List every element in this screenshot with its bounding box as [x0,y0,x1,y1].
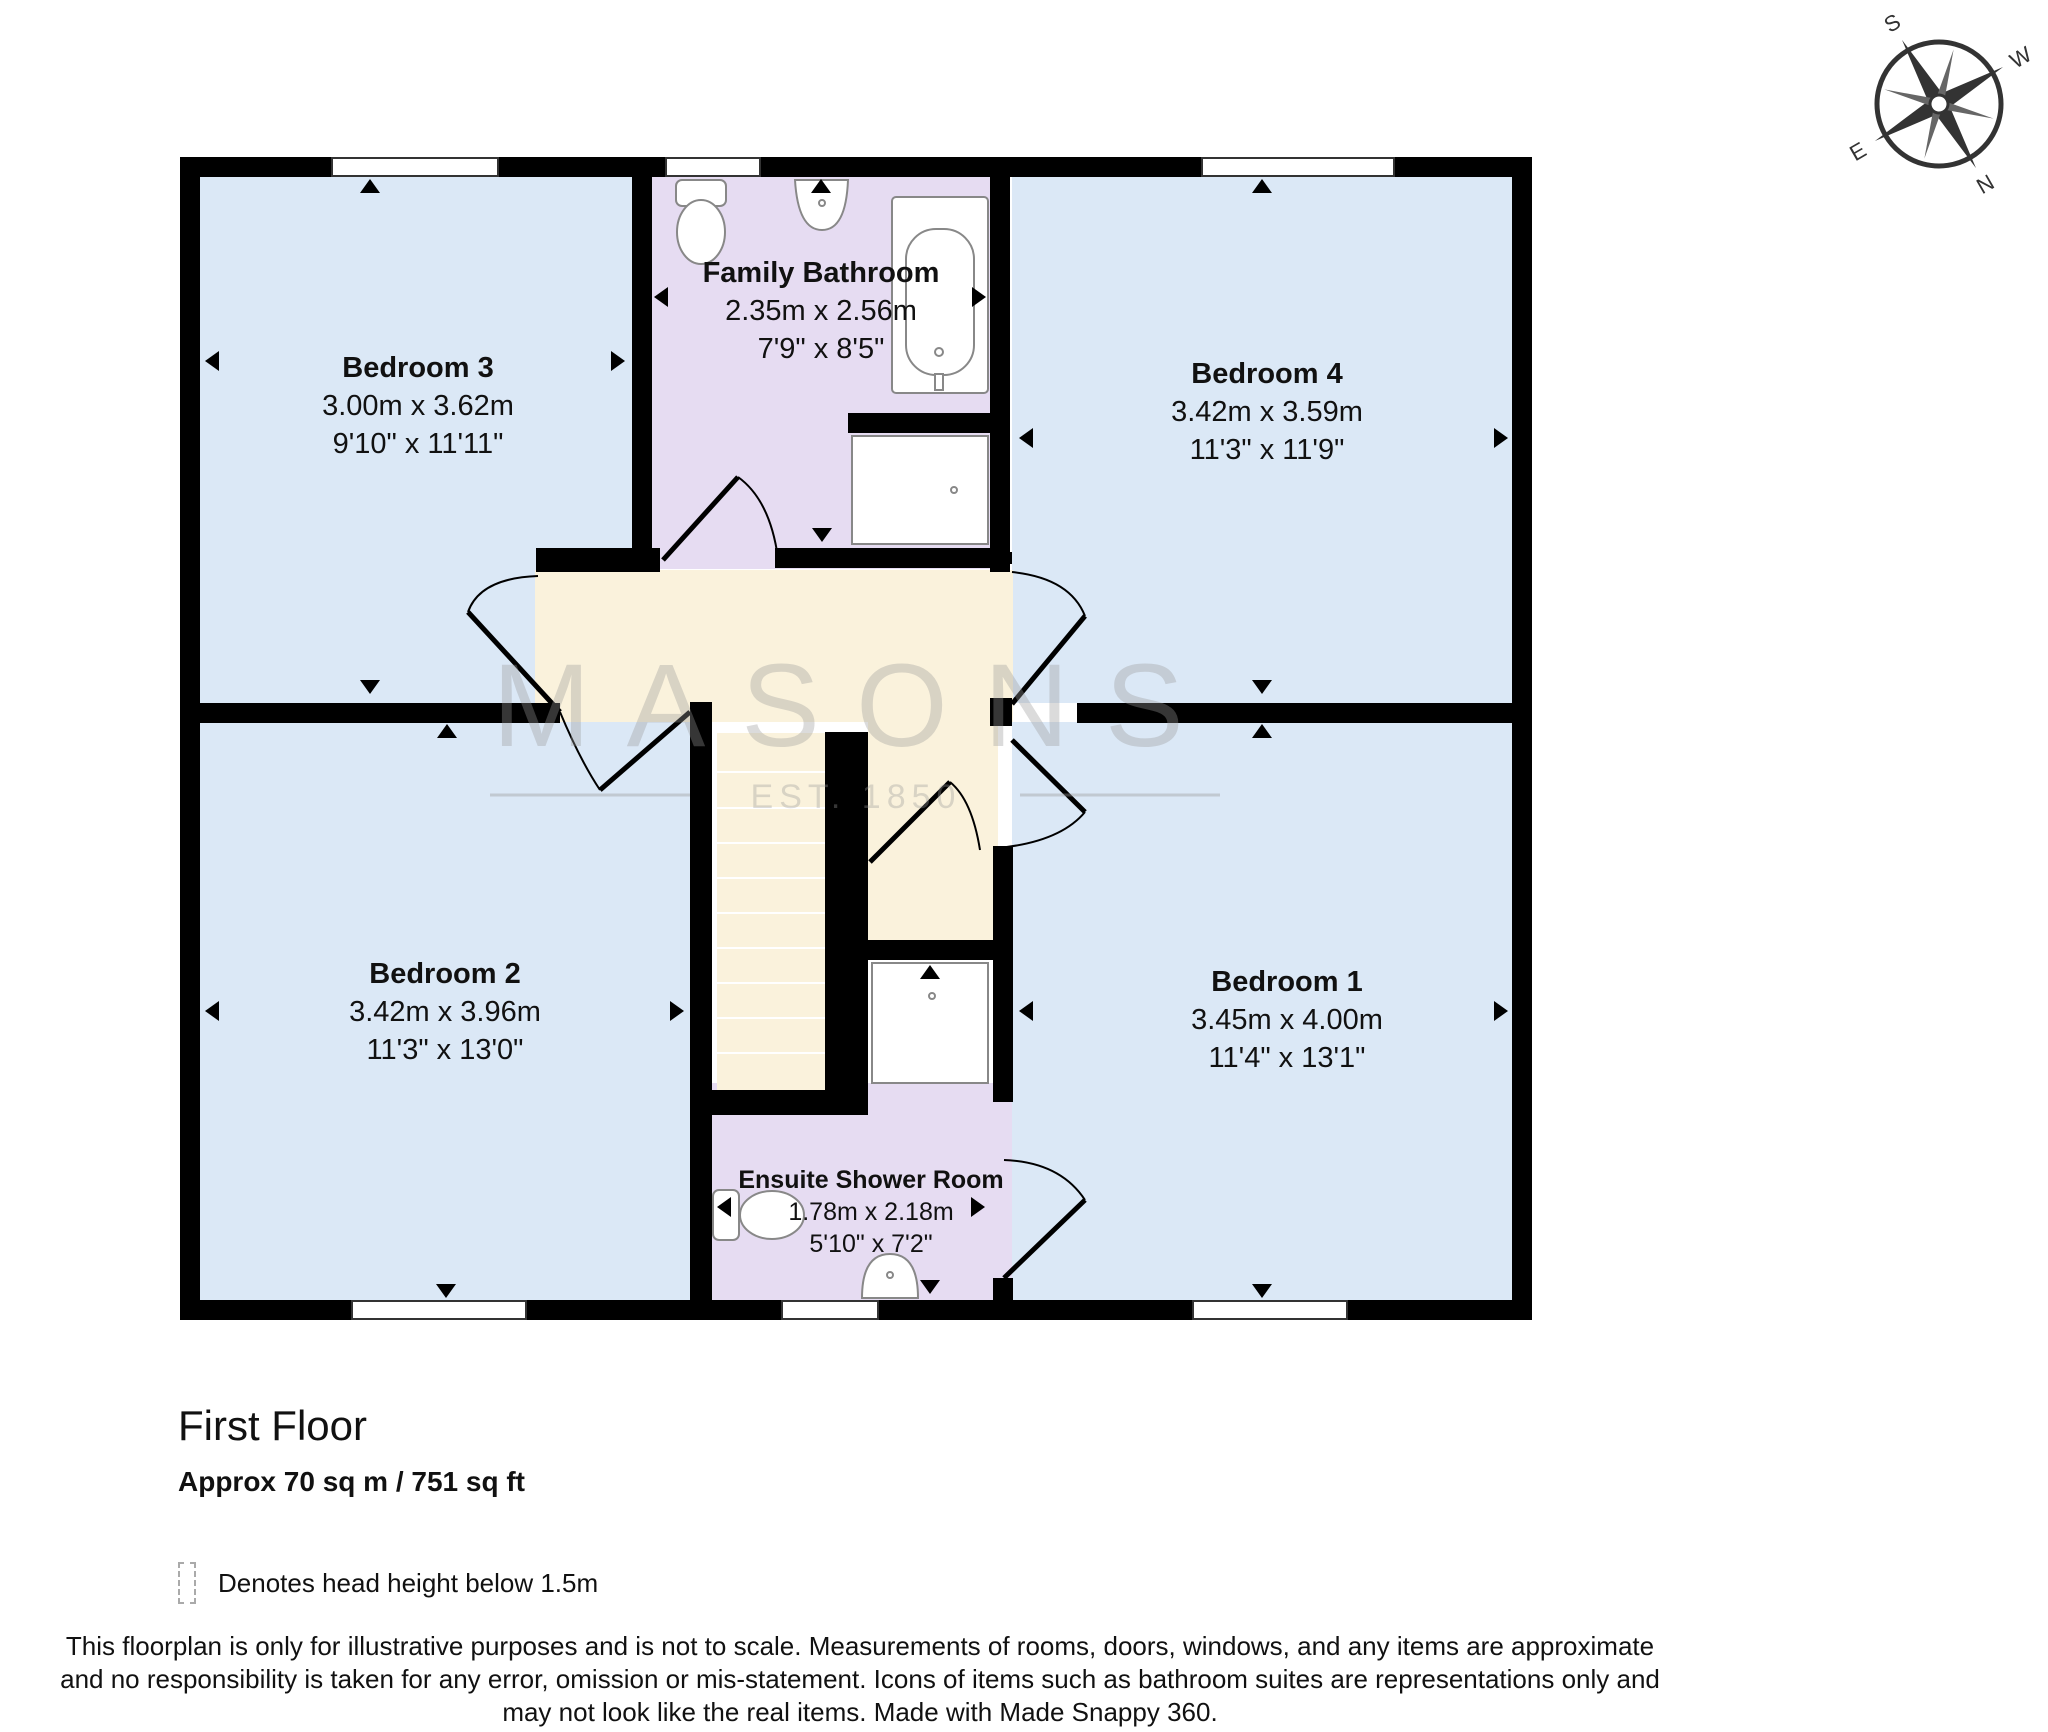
compass-rose [1798,0,2048,246]
legend-text: Denotes head height below 1.5m [218,1567,599,1598]
ensuite-toilet-tank [713,1190,739,1240]
room-bedroom2 [349,958,541,1066]
room-metric: 1.78m x 2.18m [788,1198,954,1226]
ensuite-shower-tray [872,963,988,1083]
legend [178,1562,598,1604]
room-name: Bedroom 4 [1191,358,1343,390]
room-name: Ensuite Shower Room [738,1166,1004,1194]
room-name: Bedroom 2 [369,958,521,990]
compass-letter-n: N [1972,169,1999,199]
room-imperial: 11'3" x 11'9" [1189,434,1345,466]
room-bedroom1 [1191,966,1383,1074]
floor-title: First Floor [178,1402,367,1449]
shower-tray [852,436,988,544]
compass-letter-e: E [1845,136,1871,166]
compass-letter-w: W [2005,41,2036,74]
floor-area: Approx 70 sq m / 751 sq ft [178,1466,525,1497]
disclaimer-line: and no responsibility is taken for any error, omission or mis-statement. Icons of items such as bathroom suites are representations only and [60,1664,1660,1694]
compass-letter-s: S [1879,8,1905,38]
room-imperial: 5'10" x 7'2" [809,1230,933,1258]
room-name: Family Bathroom [702,257,940,289]
room-metric: 3.42m x 3.59m [1171,396,1363,428]
room-name: Bedroom 1 [1211,966,1363,998]
room-metric: 2.35m x 2.56m [725,295,917,327]
disclaimer-line: This floorplan is only for illustrative purposes and is not to scale. Measurements of rooms, doors, windows, and any items are approximate [65,1631,1655,1661]
room-imperial: 9'10" x 11'11" [332,428,504,460]
disclaimer [0,1630,1720,1729]
watermark-established: EST. 1850 [750,778,962,816]
room-bedroom4 [1171,358,1363,466]
room-imperial: 7'9" x 8'5" [757,333,885,365]
toilet-bowl [677,200,725,264]
room-metric: 3.00m x 3.62m [322,390,514,422]
room-imperial: 11'4" x 13'1" [1208,1042,1366,1074]
room-imperial: 11'3" x 13'0" [366,1034,524,1066]
disclaimer-line: may not look like the real items. Made with Made Snappy 360. [502,1697,1218,1727]
watermark-brand: MASONS [492,640,1220,772]
room-bedroom3 [322,352,514,460]
head-height-legend-icon [178,1562,196,1604]
room-metric: 3.42m x 3.96m [349,996,541,1028]
room-metric: 3.45m x 4.00m [1191,1004,1383,1036]
room-name: Bedroom 3 [342,352,494,384]
